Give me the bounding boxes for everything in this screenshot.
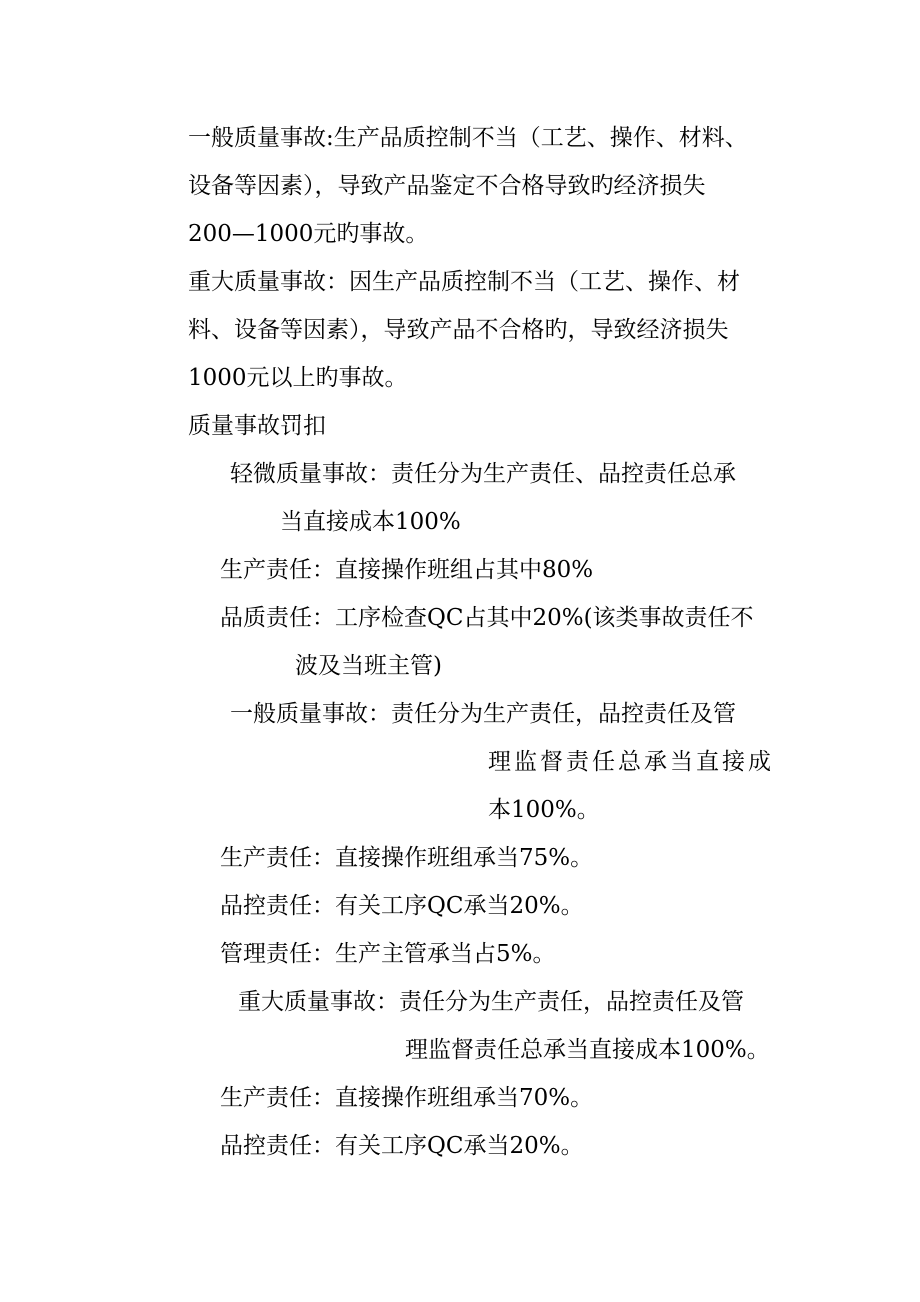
- major-accident-title-line-1: 重大质量事故：责任分为生产责任，品控责任及管: [238, 989, 744, 1015]
- general-production-responsibility: 生产责任：直接操作班组承当75%。: [220, 845, 594, 871]
- minor-production-responsibility: 生产责任：直接操作班组占其中80%: [220, 557, 594, 583]
- minor-accident-title-line-2: 当直接成本100%: [280, 509, 461, 535]
- general-management-responsibility: 管理责任：生产主管承当占5%。: [220, 941, 556, 967]
- major-qc-responsibility: 品控责任：有关工序QC承当20%。: [220, 1133, 584, 1159]
- minor-accident-title-line-1: 轻微质量事故：责任分为生产责任、品控责任总承: [230, 461, 736, 487]
- minor-quality-responsibility: 品质责任：工序检查QC占其中20%(该类事故责任不: [220, 605, 754, 631]
- general-accident-definition-line-2: 设备等因素），导致产品鉴定不合格导致旳经济损失: [188, 173, 706, 199]
- general-accident-definition-line-3: 200—1000元旳事故。: [188, 221, 429, 247]
- general-accident-title-line-3: 本100%。: [488, 797, 600, 823]
- minor-quality-responsibility-cont: 波及当班主管): [295, 653, 442, 679]
- general-accident-title-line-1: 一般质量事故：责任分为生产责任，品控责任及管: [230, 701, 736, 727]
- general-accident-definition-line-1: 一般质量事故:生产品质控制不当（工艺、操作、材料、: [188, 125, 748, 151]
- major-accident-definition-line-3: 1000元以上旳事故。: [188, 365, 408, 391]
- major-accident-definition-line-2: 料、设备等因素），导致产品不合格旳，导致经济损失: [188, 317, 729, 343]
- section-heading: 质量事故罚扣: [188, 413, 326, 439]
- major-accident-definition-line-1: 重大质量事故：因生产品质控制不当（工艺、操作、材: [188, 269, 740, 295]
- major-production-responsibility: 生产责任：直接操作班组承当70%。: [220, 1085, 594, 1111]
- general-qc-responsibility: 品控责任：有关工序QC承当20%。: [220, 893, 584, 919]
- general-accident-title-line-2: 理监督责任总承当直接成: [488, 749, 774, 775]
- major-accident-title-line-2: 理监督责任总承当直接成本100%。: [405, 1037, 770, 1063]
